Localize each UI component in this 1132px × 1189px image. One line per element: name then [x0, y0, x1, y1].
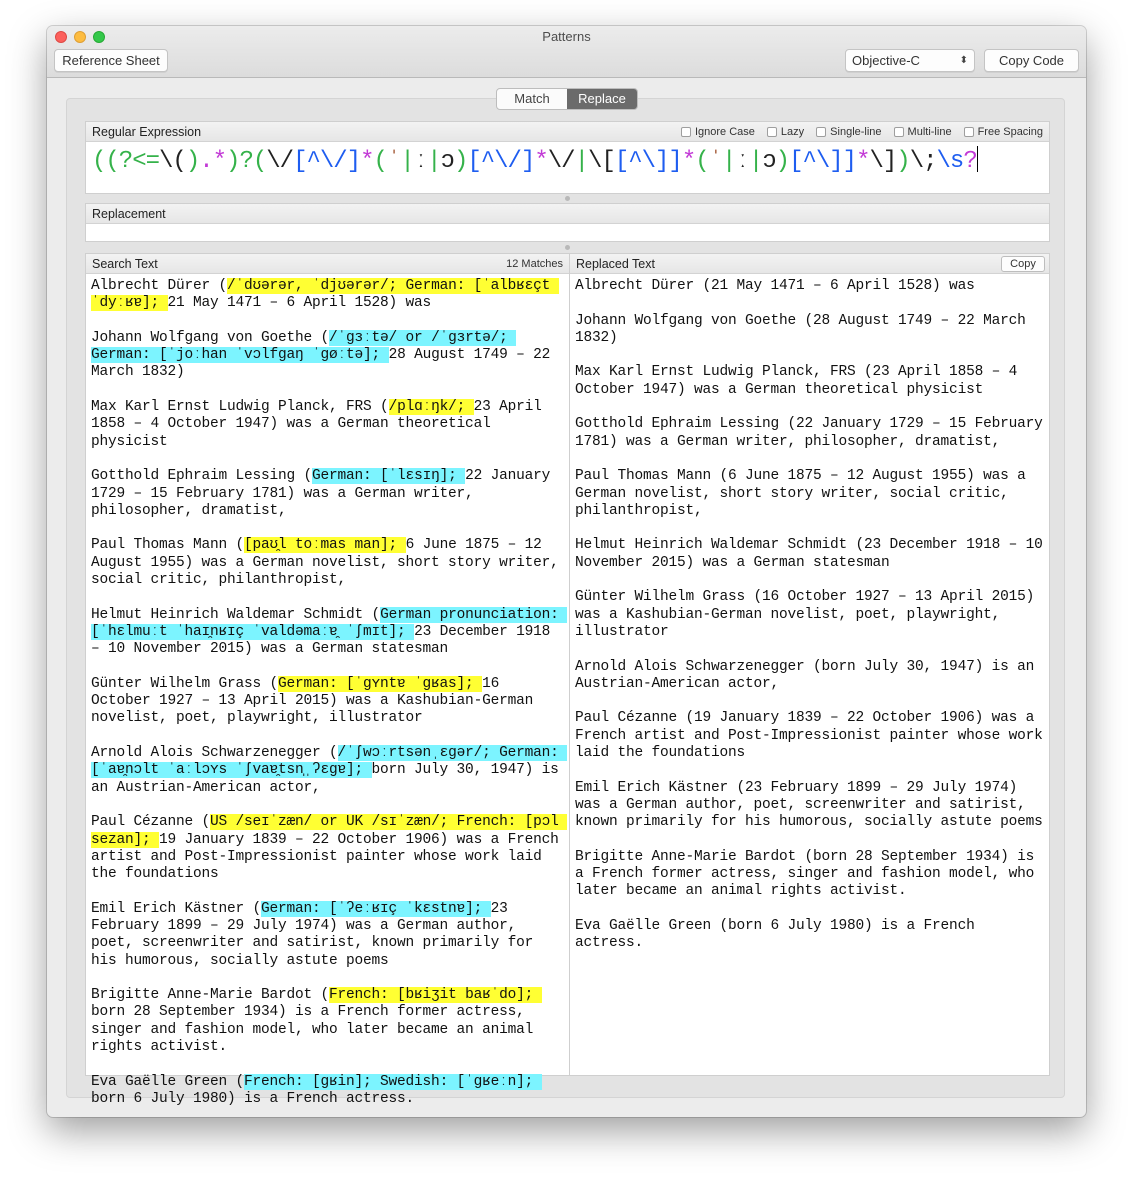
- ignore-case-checkbox[interactable]: [681, 127, 691, 137]
- app-window: [47, 26, 1086, 1117]
- search-paragraph: [91, 330, 565, 382]
- regex-token: |: [748, 148, 763, 175]
- ignore-case-label: Ignore Case: [694, 126, 755, 138]
- replaced-text-title: Replaced Text: [576, 257, 655, 271]
- search-text-segment: 19 January 1839 – 22 October 1906) was a French artist and Post-Impressionist painter whose work laid the foundations: [91, 831, 568, 883]
- search-paragraph: [91, 814, 568, 883]
- match-highlight: /plɑːŋk/;: [388, 399, 474, 416]
- regex-token: |: [427, 148, 441, 175]
- search-text-segment: born 6 July 1980) is a French actress.: [91, 1090, 415, 1107]
- regex-token: ): [453, 148, 468, 175]
- search-paragraph: [91, 537, 568, 589]
- search-paragraph: [91, 278, 565, 313]
- regex-token: ?: [963, 148, 977, 175]
- regex-token: |: [400, 148, 414, 175]
- replaced-paragraph: Arnold Alois Schwarzenegger (born July 30, 1947) is an Austrian-American actor,: [575, 658, 1043, 692]
- search-text-segment: 28 August 1749 – 22 March 1832): [91, 347, 559, 381]
- search-text-segment: 23 December 1918 – 10 November 2015) was a German statesman: [91, 623, 559, 658]
- search-text-segment: Paul Cézanne (: [91, 814, 211, 831]
- replaced-text-header: [570, 254, 1049, 274]
- regex-token: ˈ: [386, 148, 401, 175]
- match-highlight: US /seɪˈzæn/ or UK /sɪˈzæn/; French: [pɔl sezan];: [91, 814, 568, 848]
- regex-token: ): [775, 148, 790, 175]
- replacement-panel-header: [86, 204, 1049, 224]
- regex-token: ): [185, 148, 200, 175]
- regex-token: \s: [936, 148, 964, 175]
- lazy-checkbox[interactable]: [767, 127, 777, 137]
- search-text-segment: 22 January 1729 – 15 February 1781) was a German writer, philosopher, dramatist,: [91, 468, 559, 519]
- search-text-segment: 23 February 1899 – 29 July 1974) was a German author, poet, screenwriter and satirist, known primarily for his humorous, socially astute poems: [91, 900, 542, 969]
- regex-token: [^\/]: [293, 148, 361, 175]
- match-highlight: /ˈdʊərər, ˈdjʊərər/; German: [ˈalbʁɛçt ˈdyːʁɐ];: [91, 278, 559, 312]
- regex-token: *: [856, 148, 870, 175]
- free-spacing-label: Free Spacing: [977, 126, 1043, 138]
- search-text-area[interactable]: [91, 278, 568, 1117]
- search-paragraph: [91, 745, 568, 797]
- search-text-segment: Helmut Heinrich Waldemar Schmidt (: [91, 606, 381, 623]
- regex-token: (: [373, 148, 387, 175]
- regex-token: )?: [226, 148, 253, 175]
- match-highlight: French: [bʁiʒit baʁˈdo];: [329, 987, 542, 1004]
- search-text-segment: Eva Gaëlle Green (: [91, 1073, 245, 1090]
- regex-token: ː: [413, 148, 428, 175]
- replacement-panel-title: Replacement: [92, 207, 166, 221]
- window-title: Patterns: [542, 29, 591, 44]
- regex-token: \(: [159, 148, 186, 175]
- regex-token: *: [360, 148, 374, 175]
- language-select[interactable]: [845, 49, 975, 72]
- match-highlight: French: [ɡʁin]; Swedish: [ˈɡʁeːn];: [244, 1073, 542, 1090]
- text-caret: [977, 146, 978, 172]
- regex-token: \]: [869, 148, 897, 175]
- regex-token: [^\]]: [789, 148, 857, 175]
- replacement-panel: [85, 203, 1050, 242]
- regex-token: \;: [909, 148, 937, 175]
- regex-token: ɔ: [440, 148, 454, 175]
- replaced-paragraph: Paul Thomas Mann (6 June 1875 – 12 August 1955) was a German novelist, short story writer, social critic, philanthropist,: [575, 468, 1035, 519]
- mode-segmented-control: [496, 88, 638, 110]
- search-paragraph: [91, 1074, 565, 1109]
- match-highlight: /ˈɡɜːtə/ or /ˈɡɜrtə/; German: [ˈjoːhan ˈvɔlfɡaŋ ˈɡøːtə];: [91, 329, 517, 364]
- lazy-label: Lazy: [780, 126, 805, 138]
- replaced-text-panel: [569, 253, 1050, 1076]
- regex-token: |: [574, 148, 588, 175]
- search-text-title: Search Text: [92, 257, 158, 271]
- match-highlight: German: [ˈlɛsɪŋ];: [312, 468, 466, 485]
- language-select-value: Objective-C: [852, 53, 920, 68]
- regex-token: \[: [587, 148, 615, 175]
- regex-token: *: [681, 148, 696, 175]
- search-paragraph: [91, 468, 565, 520]
- regex-panel-title: Regular Expression: [92, 125, 202, 139]
- regex-token: [^\/]: [467, 148, 535, 175]
- replaced-paragraph: Helmut Heinrich Waldemar Schmidt (23 December 1918 – 10 November 2015) was a German statesman: [575, 537, 1052, 571]
- search-paragraph: [91, 676, 565, 728]
- search-text-segment: Arnold Alois Schwarzenegger (: [91, 745, 338, 762]
- regex-panel: [85, 121, 1050, 194]
- search-text-segment: Paul Thomas Mann (: [91, 537, 245, 554]
- reference-sheet-button[interactable]: Reference Sheet: [54, 49, 168, 72]
- replaced-paragraph: Gotthold Ephraim Lessing (22 January 1729 – 15 February 1781) was a German writer, philosopher, dramatist,: [575, 416, 1052, 450]
- search-text-segment: 16 October 1927 – 13 April 2015) was a Kashubian-German novelist, poet, playwright, illustrator: [91, 675, 542, 727]
- search-text-segment: 23 April 1858 – 4 October 1947) was a German theoretical physicist: [91, 399, 551, 450]
- regex-token: ˈ: [708, 148, 723, 175]
- multi-line-label: Multi-line: [907, 126, 952, 138]
- replaced-text-area[interactable]: [575, 278, 1052, 970]
- ignore-case-option[interactable]: [681, 122, 755, 142]
- replaced-paragraph: Johann Wolfgang von Goethe (28 August 1749 – 22 March 1832): [575, 312, 1035, 346]
- splitter-handle-2[interactable]: [565, 245, 570, 250]
- multi-line-checkbox[interactable]: [894, 127, 904, 137]
- replaced-paragraph: Albrecht Dürer (21 May 1471 – 6 April 1528) was: [575, 278, 975, 294]
- regex-token: \/: [547, 148, 575, 175]
- match-highlight: /ˈʃwɔːrtsənˌɛɡər/; German: [ˈaɐ̯nɔlt ˈaːlɔʏs ˈʃvaɐ̯tsn̩ˌʔɛɡɐ];: [91, 745, 568, 779]
- match-count: 12 Matches: [506, 258, 563, 270]
- regex-options: [681, 122, 1043, 142]
- search-text-segment: Emil Erich Kästner (: [91, 900, 262, 917]
- regex-token: *: [534, 148, 548, 175]
- replaced-paragraph: Brigitte Anne-Marie Bardot (born 28 September 1934) is a French former actress, singer and fashion model, who later became an animal rights activist.: [575, 848, 1043, 900]
- regex-panel-header: [86, 122, 1049, 142]
- search-text-segment: 6 June 1875 – 12 August 1955) was a German novelist, short story writer, social critic, philanthropist,: [91, 537, 568, 589]
- search-text-segment: Max Karl Ernst Ludwig Planck, FRS (: [91, 399, 389, 416]
- splitter-handle[interactable]: [565, 196, 570, 201]
- free-spacing-option[interactable]: [964, 122, 1043, 142]
- search-text-segment: Albrecht Dürer (: [91, 278, 228, 294]
- regex-token: \/: [266, 148, 294, 175]
- regex-input[interactable]: [92, 146, 978, 177]
- search-paragraph: [91, 606, 568, 659]
- up-down-chevron-icon: ⬍: [959, 55, 968, 66]
- regex-token: ((?<=: [92, 148, 160, 175]
- match-highlight: German: [ˈʔeːʁɪç ˈkɛstnɐ];: [261, 900, 491, 917]
- tab-match[interactable]: Match: [514, 91, 550, 106]
- copy-button[interactable]: Copy: [1001, 256, 1045, 272]
- search-text-segment: 21 May 1471 – 6 April 1528) was: [167, 295, 432, 312]
- search-text-segment: born 28 September 1934) is a French former actress, singer and fashion model, who later became an animal rights activist.: [91, 1004, 542, 1056]
- match-highlight: German: [ˈɡʏntɐ ˈɡʁas];: [278, 675, 483, 692]
- regex-token: (: [252, 148, 267, 175]
- match-highlight: [paʊ̯l toːmas man];: [244, 537, 406, 554]
- search-text-segment: Brigitte Anne-Marie Bardot (: [91, 987, 330, 1004]
- replaced-paragraph: Paul Cézanne (19 January 1839 – 22 October 1906) was a French artist and Post-Impressionist painter whose work laid the foundations: [575, 710, 1052, 762]
- regex-token: [^\]]: [614, 148, 682, 175]
- lazy-option[interactable]: [767, 122, 804, 142]
- regex-token: .*: [199, 148, 227, 175]
- match-highlight: German pronunciation: [ˈhɛlmuːt ˈhaɪ̯nʁɪç ˈvaldəmaːɐ̯ ˈʃmɪt];: [91, 606, 568, 640]
- search-paragraph: [91, 399, 565, 451]
- multi-line-option[interactable]: [894, 122, 952, 142]
- titlebar: [47, 26, 1086, 78]
- replaced-paragraph: Eva Gaëlle Green (born 6 July 1980) is a French actress.: [575, 917, 984, 952]
- single-line-checkbox[interactable]: [816, 127, 826, 137]
- search-text-panel: [85, 253, 570, 1107]
- regex-token: ): [896, 148, 910, 175]
- copy-code-button[interactable]: Copy Code: [984, 49, 1079, 72]
- replaced-paragraph: Emil Erich Kästner (23 February 1899 – 29 July 1974) was a German author, poet, screenwriter and satirist, known primarily for his humorous, socially astute poems: [575, 779, 1043, 831]
- search-text-segment: born July 30, 1947) is an Austrian-American actor,: [91, 762, 568, 796]
- regex-token: ː: [735, 148, 749, 175]
- search-text-segment: Günter Wilhelm Grass (: [91, 675, 279, 692]
- search-text-segment: Johann Wolfgang von Goethe (: [91, 329, 330, 346]
- replacement-input[interactable]: [92, 226, 1043, 241]
- search-text-segment: Gotthold Ephraim Lessing (: [91, 468, 313, 485]
- replaced-paragraph: Max Karl Ernst Ludwig Planck, FRS (23 April 1858 – 4 October 1947) was a German theoretical physicist: [575, 364, 1026, 398]
- single-line-label: Single-line: [830, 126, 882, 138]
- tab-replace[interactable]: Replace: [567, 89, 637, 109]
- search-paragraph: [91, 901, 565, 970]
- free-spacing-checkbox[interactable]: [964, 127, 974, 137]
- single-line-option[interactable]: [816, 122, 881, 142]
- regex-token: ɔ: [762, 148, 776, 175]
- replaced-paragraph: Günter Wilhelm Grass (16 October 1927 – 13 April 2015) was a Kashubian-German novelist, poet, playwright, illustrator: [575, 589, 1043, 640]
- regex-token: |: [722, 148, 736, 175]
- regex-token: (: [695, 148, 709, 175]
- search-paragraph: [91, 987, 565, 1056]
- search-text-header: [86, 254, 569, 274]
